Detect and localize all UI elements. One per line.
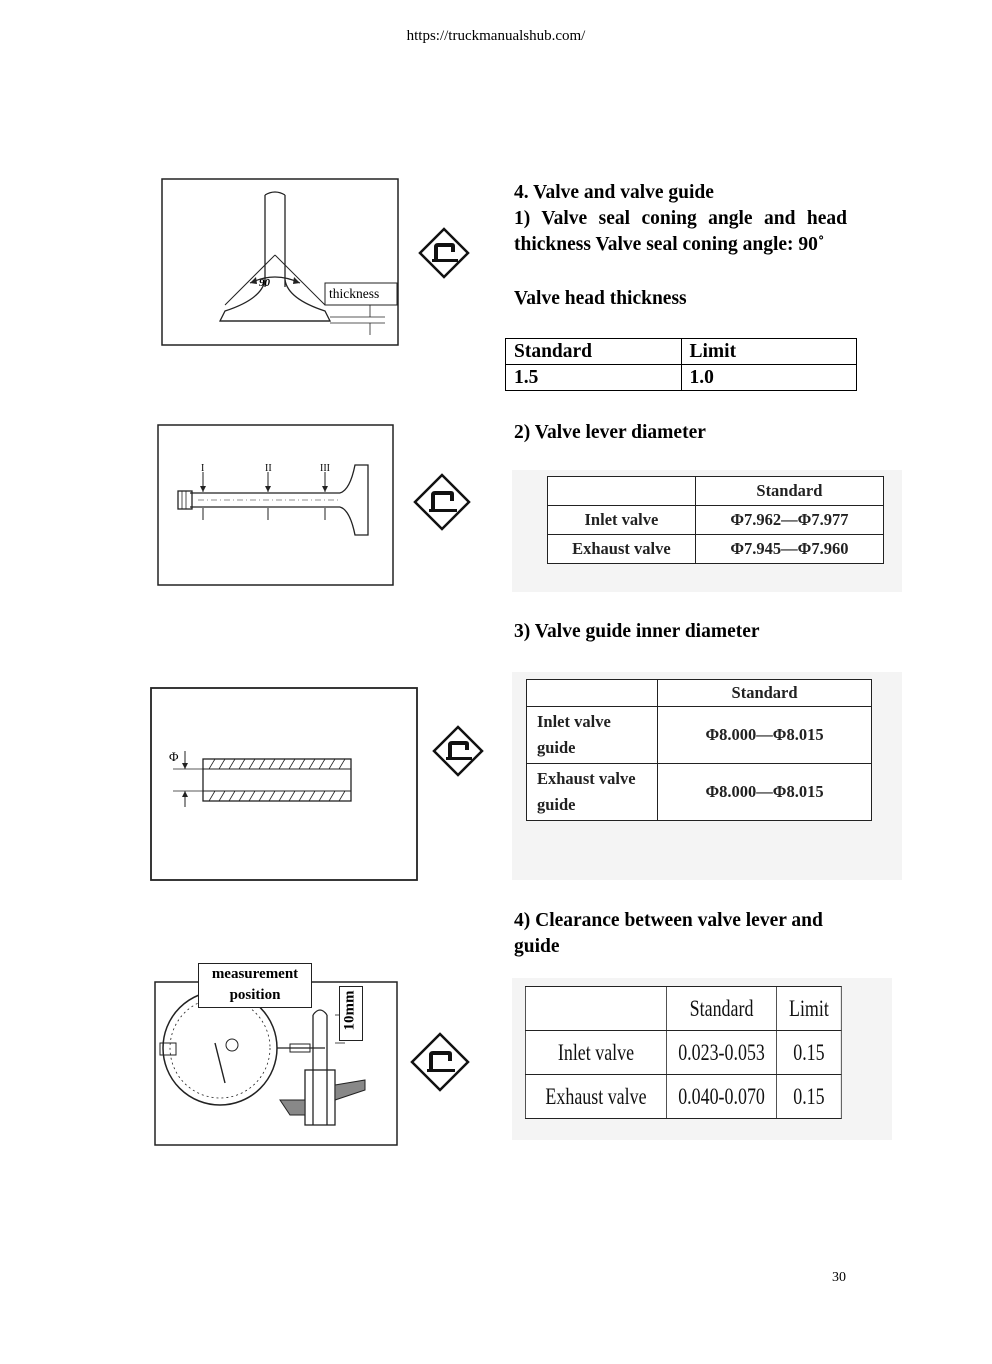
table-row <box>506 365 857 391</box>
header-standard: Standard <box>658 680 872 707</box>
table-row <box>548 477 884 506</box>
caliper-icon <box>418 227 470 279</box>
row-label: Exhaust valve guide <box>527 764 658 821</box>
item2-text: 2) Valve lever diameter <box>514 422 706 443</box>
label-roman-1: I <box>201 463 205 474</box>
table-row <box>527 680 872 707</box>
row-value: Φ7.962—Φ7.977 <box>695 506 883 535</box>
table-row <box>525 1075 841 1119</box>
row-value: Φ8.000—Φ8.015 <box>658 764 872 821</box>
row-label: Inlet valve <box>548 506 696 535</box>
section-title: 4. Valve and valve guide <box>514 182 714 203</box>
head-thickness-table <box>505 338 857 391</box>
table-row <box>506 339 857 365</box>
row-label: Inlet valve guide <box>527 707 658 764</box>
label-roman-3: III <box>320 463 330 474</box>
row-value: Φ7.945—Φ7.960 <box>695 535 883 564</box>
ten-mm-box <box>339 986 363 1041</box>
caliper-icon <box>410 1032 470 1092</box>
row-value: Φ8.000—Φ8.015 <box>658 707 872 764</box>
table-row <box>548 535 884 564</box>
label-phi: Φ <box>169 749 179 764</box>
label-measurement: measurement <box>211 966 299 982</box>
row-standard: 0.040-0.070 <box>667 1075 777 1119</box>
row-label: Exhaust valve <box>525 1075 666 1119</box>
caliper-icon <box>432 725 484 777</box>
item1-text: 1) Valve seal coning angle and head thickness Valve seal coning angle: 90˚ <box>514 208 847 255</box>
label-position: position <box>229 987 281 1003</box>
item1b-text: Valve head thickness <box>514 288 687 309</box>
row-label: Inlet valve <box>525 1031 666 1075</box>
label-thickness: thickness <box>329 286 380 301</box>
item4-text: 4) Clearance between valve lever and guide <box>514 910 823 957</box>
figure-valve-coning-angle <box>150 175 410 350</box>
table-row <box>525 987 841 1031</box>
row-limit: 0.15 <box>777 1031 842 1075</box>
header-standard: Standard <box>506 339 682 365</box>
value-limit: 1.0 <box>681 365 857 391</box>
row-standard: 0.023-0.053 <box>667 1031 777 1075</box>
item3-text: 3) Valve guide inner diameter <box>514 621 760 642</box>
header-limit: Limit <box>681 339 857 365</box>
table-row <box>548 506 884 535</box>
caliper-icon <box>413 473 471 531</box>
row-label: Exhaust valve <box>548 535 696 564</box>
header-standard: Standard <box>695 477 883 506</box>
table-row <box>525 1031 841 1075</box>
figure-valve-guide <box>145 685 425 885</box>
label-10mm: 10mm <box>341 990 358 1031</box>
measurement-position-box <box>198 963 312 1008</box>
header-limit: Limit <box>777 987 842 1031</box>
clearance-table <box>525 986 842 1119</box>
figure-valve-lever-diameter <box>150 420 400 590</box>
page-number: 30 <box>832 1270 846 1285</box>
lever-diameter-table <box>547 476 884 564</box>
guide-diameter-table <box>526 679 872 821</box>
label-angle: 90 <box>259 277 270 289</box>
header-standard: Standard <box>667 987 777 1031</box>
table-row <box>527 707 872 764</box>
label-roman-2: II <box>265 463 272 474</box>
table-row <box>527 764 872 821</box>
header-url[interactable]: https://truckmanualshub.com/ <box>406 28 586 44</box>
row-limit: 0.15 <box>777 1075 842 1119</box>
value-standard: 1.5 <box>506 365 682 391</box>
